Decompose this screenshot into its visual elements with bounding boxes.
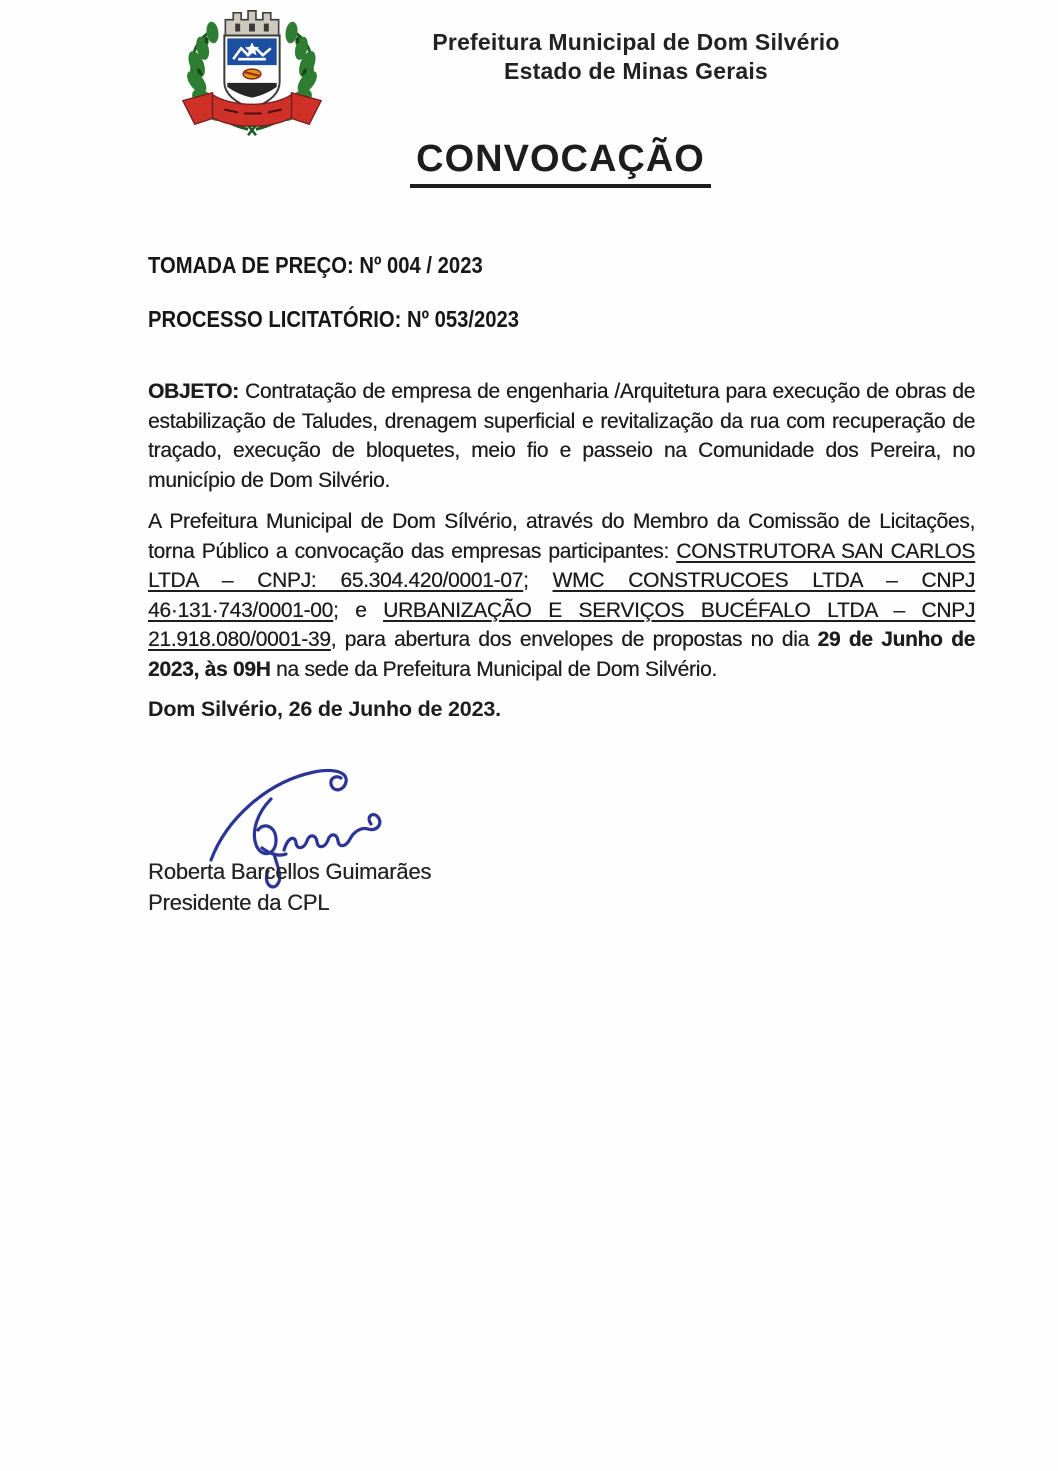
signer-role: Presidente da CPL <box>148 890 330 915</box>
objeto-label: OBJETO: <box>148 380 239 403</box>
signer-name: Roberta Barcellos Guimarães <box>148 859 432 884</box>
company-1: CONSTRUTORA SAN CARLOS LTDA – CNPJ: 65.304.420/0001-07 <box>148 539 975 592</box>
shield <box>224 35 279 108</box>
opening-datetime: 29 de Junho de 2023, às 09H <box>148 628 975 681</box>
org-header <box>330 28 942 86</box>
objeto-text: Contratação de empresa de engenharia /Arquitetura para execução de obras de estabilização de Taludes, drenagem superficial e revitalização da rua com recuperação de traçado, execução de bloquetes, meio fio e passeio na Comunidade dos Pereira, no município de Dom Silvério. <box>148 380 975 492</box>
convocation-end: na sede da Prefeitura Municipal de Dom Silvério. <box>270 657 717 681</box>
mural-crown-icon <box>225 11 278 36</box>
municipal-coat-of-arms <box>173 6 331 138</box>
objeto-paragraph <box>148 377 975 495</box>
convocation-after: , para abertura dos envelopes de propostas no dia <box>330 628 818 651</box>
title-wrap <box>148 138 973 188</box>
convocation-intro: A Prefeitura Municipal de Dom Sílvério, através do Membro da Comissão de Licitações, torna Público a convocação das empresas participantes: <box>148 510 975 563</box>
tomada-de-preco-line: TOMADA DE PREÇO: Nº 004 / 2023 <box>148 252 483 278</box>
convocation-paragraph <box>148 507 975 684</box>
separator-2: ; e <box>332 598 384 622</box>
org-name: Prefeitura Municipal de Dom Silvério <box>432 29 840 55</box>
separator-1: ; <box>522 569 553 592</box>
company-2: WMC CONSTRUCOES LTDA – CNPJ 46·131·743/0001-00 <box>148 569 975 622</box>
city-date-line: Dom Silvério, 26 de Junho de 2023. <box>148 697 501 721</box>
signer-block <box>148 856 431 918</box>
bugle-emblem <box>243 69 261 79</box>
company-3: URBANIZAÇÃO E SERVIÇOS BUCÉFALO LTDA – CNPJ 21.918.080/0001-39 <box>148 598 975 651</box>
org-state: Estado de Minas Gerais <box>504 58 768 84</box>
processo-licitatorio-line: PROCESSO LICITATÓRIO: Nº 053/2023 <box>148 306 520 332</box>
document-title: CONVOCAÇÃO <box>410 138 711 188</box>
